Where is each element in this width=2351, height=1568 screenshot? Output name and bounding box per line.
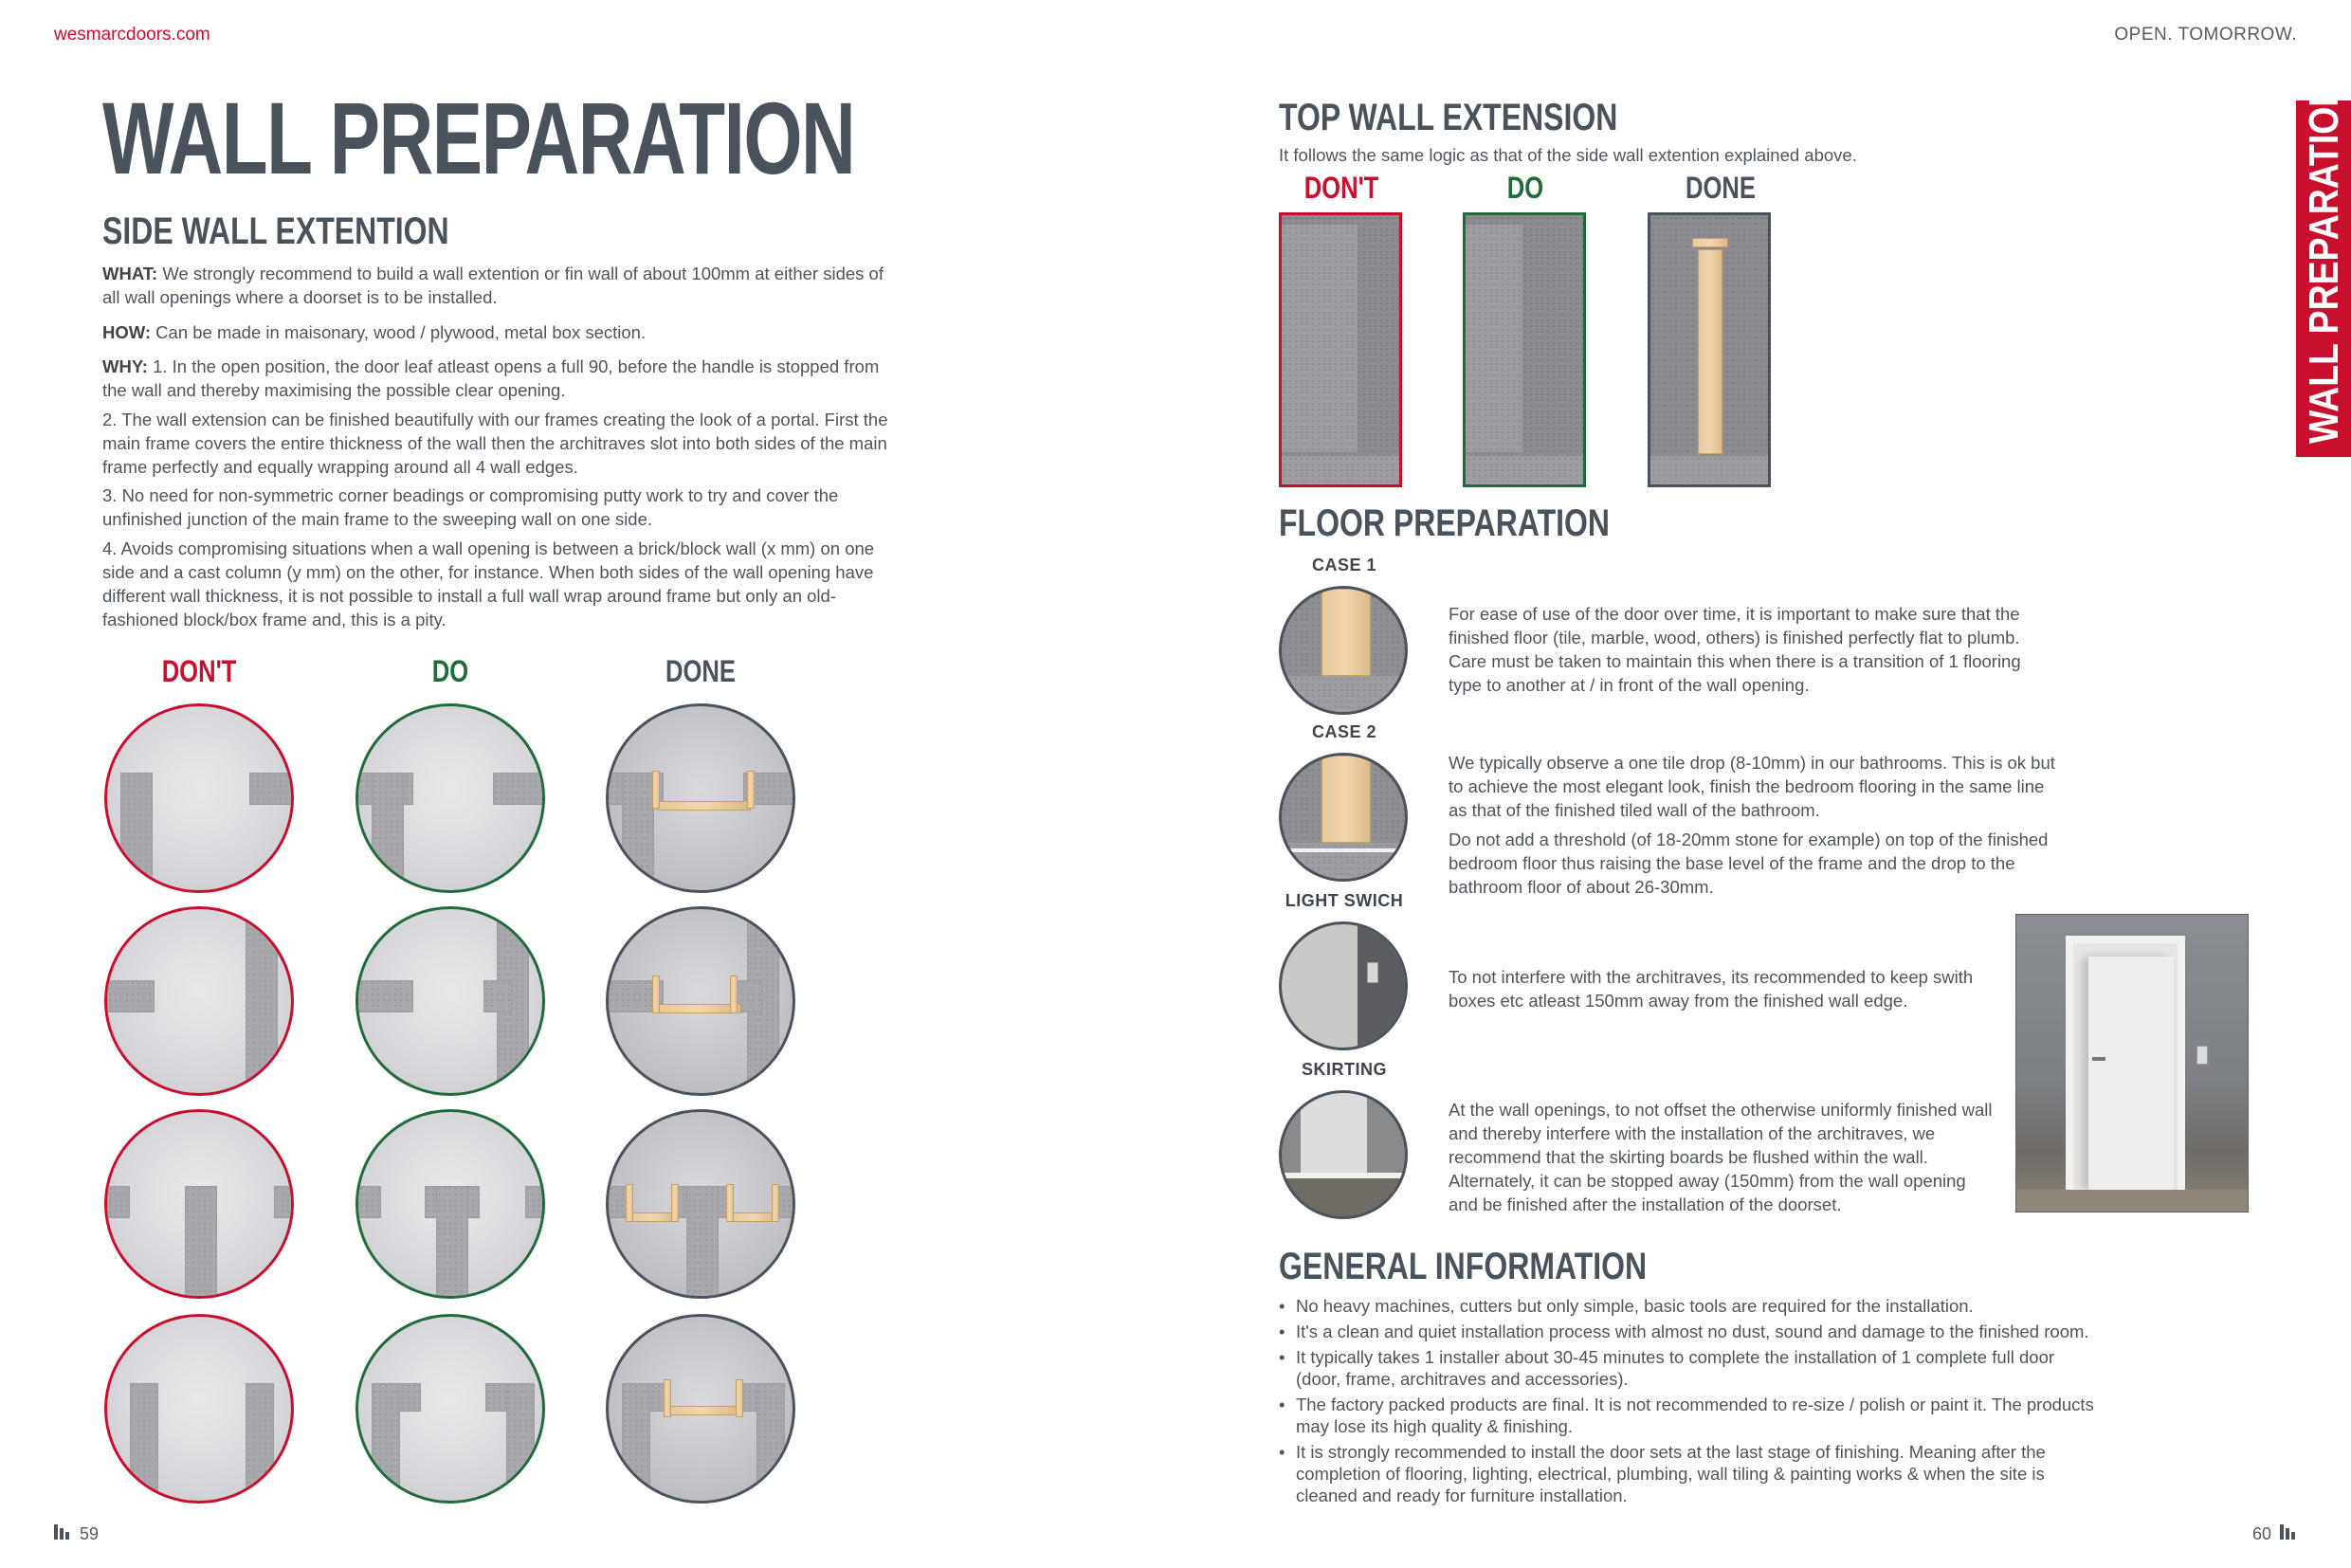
case1-text: For ease of use of the door over time, it is important to make sure that the finished floor (tile, marble, wood, others) is finished perfectly flat to plumb. Care must be taken to maintain this when there is a transition of 1 flooring type to another at / in front of the wall opening. [1449, 604, 2021, 695]
col-do-heading: DO [431, 654, 469, 688]
diagram-dont-1 [104, 703, 294, 893]
diagram-do-2 [355, 906, 545, 1096]
why-paragraph-1: WHY: 1. In the open position, the door leaf atleast opens a full 90, before the handle is stopped from the wall and thereby maximising the possible clear opening. [102, 356, 880, 400]
website-link[interactable]: wesmarcdoors.com [54, 25, 210, 45]
diagram-done-3 [606, 1109, 795, 1299]
diagram-dont-4 [104, 1314, 294, 1504]
case2-label: CASE 2 [1311, 722, 1377, 741]
diagram-dont-2 [104, 906, 294, 1096]
switch-diagram [1279, 921, 1408, 1050]
col-done-heading: DONE [665, 654, 736, 688]
list-item: • No heavy machines, cutters but only simple, basic tools are required for the installation. [1279, 1295, 2094, 1317]
top-wall-heading: TOP WALL EXTENSION [1279, 97, 1618, 138]
list-item: • The factory packed products are final. It is not recommended to re-size / polish or paint it. The products may lose its high quality & finishing. [1279, 1394, 2094, 1437]
how-paragraph: HOW: Can be made in maisonary, wood / plywood, metal box section. [102, 322, 647, 342]
case1-diagram [1279, 586, 1408, 715]
tagline: OPEN. TOMORROW. [2114, 25, 2297, 45]
top-diagram-done [1648, 212, 1771, 487]
why-paragraph-3: 3. No need for non-symmetric corner beadings or compromising putty work to try and cover the unfinished junction of the main frame to the sweeping wall on one side. [102, 485, 839, 529]
general-info-heading: GENERAL INFORMATION [1279, 1246, 1648, 1287]
general-info-list [1279, 1295, 2094, 1510]
top-wall-subtitle: It follows the same logic as that of the side wall extention explained above. [1279, 145, 1857, 165]
switch-label: LIGHT SWICH [1285, 891, 1404, 910]
side-tab-label: WALL PREPARATION [2301, 81, 2347, 445]
page-number-left: 59 [54, 1524, 99, 1544]
diagram-do-3 [355, 1109, 545, 1299]
door-photo [2015, 914, 2249, 1212]
top-col-do-heading: DO [1506, 171, 1544, 205]
floor-heading: FLOOR PREPARATION [1279, 502, 1611, 544]
side-wall-heading: SIDE WALL EXTENTION [102, 210, 449, 252]
brand-logo-icon [2280, 1524, 2297, 1540]
top-col-done-heading: DONE [1686, 171, 1756, 205]
col-dont-heading: DON'T [161, 654, 237, 688]
page-number-right: 60 [2252, 1524, 2297, 1544]
why-paragraph-2: 2. The wall extension can be finished beautifully with our frames creating the look of a portal. First the main frame covers the entire thickness of the wall then the architraves slot into both sides of the main frame perfectly and equally wrapping around all 4 wall edges. [102, 410, 888, 477]
case2-diagram [1279, 753, 1408, 882]
diagram-dont-3 [104, 1109, 294, 1299]
case1-label: CASE 1 [1311, 556, 1377, 574]
skirting-diagram [1279, 1090, 1408, 1219]
why-paragraph-4: 4. Avoids compromising situations when a wall opening is between a brick/block wall (x mm) on one side and a cast column (y mm) on the other, for instance. When both sides of the wall opening have different wall thickness, it is not possible to install a full wall wrap around frame but only an old-fashioned block/box frame and, this is a pity. [102, 538, 875, 629]
side-tab [2296, 81, 2351, 457]
page-title: WALL PREPARATION [102, 81, 855, 195]
diagram-do-1 [355, 703, 545, 893]
list-item: • It's a clean and quiet installation process with almost no dust, sound and damage to the finished room. [1279, 1321, 2094, 1342]
list-item: • It typically takes 1 installer about 30-45 minutes to complete the installation of 1 complete full door (door, frame, architraves and accessories). [1279, 1346, 2094, 1390]
top-diagram-do [1463, 212, 1586, 487]
diagram-done-2 [606, 906, 795, 1096]
skirting-label: SKIRTING [1301, 1060, 1387, 1079]
case2-text-a: We typically observe a one tile drop (8-10mm) in our bathrooms. This is ok but to achieve the most elegant look, finish the bedroom flooring in the same line as that of the finished tiled wall of the bathroom. [1449, 753, 2055, 820]
top-col-dont-heading: DON'T [1303, 171, 1379, 205]
skirting-text: At the wall openings, to not offset the otherwise uniformly finished wall and thereby interfere with the installation of the architraves, we recommend that the skirting boards be flushed within the wall. Alternately, it can be stopped away (150mm) from the wall opening and be finished after the installation of the doorset. [1449, 1100, 1993, 1214]
diagram-done-4 [606, 1314, 795, 1504]
case2-text-b: Do not add a threshold (of 18-20mm stone for example) on top of the finished bedroom floor thus raising the base level of the frame and the drop to the bathroom floor of about 26-30mm. [1449, 830, 2049, 897]
diagram-do-4 [355, 1314, 545, 1504]
what-paragraph: WHAT: We strongly recommend to build a wall extention or fin wall of about 100mm at either sides of all wall openings where a doorset is to be installed. [102, 264, 884, 307]
switch-text: To not interfere with the architraves, its recommended to keep swith boxes etc atleast 150mm away from the finished wall edge. [1449, 967, 1974, 1011]
top-diagram-dont [1279, 212, 1402, 487]
diagram-done-1 [606, 703, 795, 893]
brand-logo-icon [54, 1524, 71, 1540]
list-item: • It is strongly recommended to install the door sets at the last stage of finishing. Meaning after the completion of flooring, lighting, electrical, plumbing, wall tiling & painting works & when the site is cleaned and ready for furniture installation. [1279, 1441, 2094, 1506]
